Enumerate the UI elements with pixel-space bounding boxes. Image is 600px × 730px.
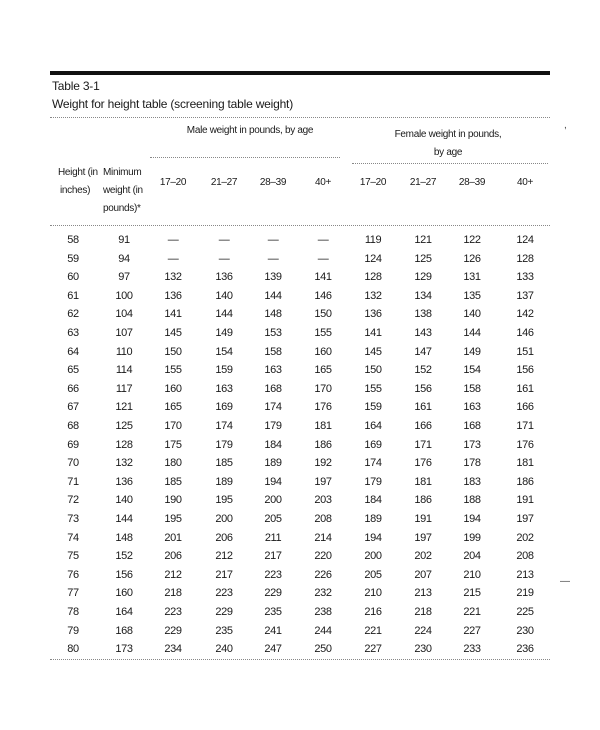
male-40-plus-cell: 192 (314, 457, 332, 470)
male-17-20-cell: 160 (164, 382, 182, 395)
female-21-27-cell: 161 (414, 401, 432, 414)
male-40-plus-cell: 186 (314, 438, 332, 451)
female-28-39-cell: 233 (463, 643, 481, 656)
female-28-39-cell: 135 (463, 289, 481, 302)
female-40-plus-cell: 133 (516, 271, 534, 284)
min-weight-cell: 156 (115, 568, 133, 581)
male-17-20-cell: 206 (164, 550, 182, 563)
table-top-rule (50, 71, 550, 75)
female-40-plus-cell: 186 (516, 475, 534, 488)
male-17-20-cell: 185 (164, 475, 182, 488)
male-17-20-cell: 170 (164, 420, 182, 432)
male-21-27-cell: 154 (215, 345, 233, 358)
female-28-39-cell: 215 (463, 587, 481, 600)
min-weight-cell: 148 (115, 531, 133, 544)
min-weight-header-line3: pounds)* (103, 203, 141, 214)
height-cell: 69 (67, 438, 79, 451)
female-21-27-cell: 121 (414, 234, 432, 246)
male-17-20-cell: 218 (164, 587, 182, 600)
female-28-39-cell: 122 (463, 234, 481, 246)
female-17-20-cell: 128 (364, 271, 382, 284)
male-28-39-cell: 148 (264, 308, 282, 321)
male-17-20-cell: 141 (164, 308, 182, 321)
male-17-20-cell: 234 (164, 643, 182, 656)
female-40-plus-cell: 137 (516, 289, 534, 302)
female-40-plus-cell: 225 (516, 606, 534, 618)
male-40-plus-cell: 244 (314, 624, 332, 637)
female-28-39-cell: 149 (463, 345, 481, 358)
female-17-20-cell: 216 (364, 606, 382, 618)
female-17-20-cell: 164 (364, 420, 382, 432)
male-40-plus-cell: 176 (314, 401, 332, 414)
female-17-20-cell: 132 (364, 289, 382, 302)
female-28-39-cell: 163 (463, 401, 481, 414)
female-21-27-cell: 186 (414, 494, 432, 507)
female-17-20-cell: 210 (364, 587, 382, 600)
female-21-27-cell: 171 (414, 438, 432, 451)
male-21-27-cell: 217 (215, 568, 233, 581)
male-28-39-cell: — (267, 234, 279, 246)
female-17-20-cell: 174 (364, 457, 382, 470)
female-21-27-cell: 176 (414, 457, 432, 470)
male-28-39-cell: 168 (264, 382, 282, 395)
male-40-plus-cell: 170 (314, 382, 332, 395)
female-40-plus-cell: 197 (516, 513, 534, 525)
male-40-plus-cell: 226 (314, 568, 332, 581)
female-21-27-cell: 191 (414, 513, 432, 525)
male-21-27-cell: 163 (215, 382, 233, 395)
male-28-39-cell: 235 (264, 606, 282, 618)
female-28-39-cell: 221 (463, 606, 481, 618)
min-weight-cell: 128 (115, 438, 133, 451)
table-number: Table 3-1 (52, 79, 100, 93)
table-bottom-rule (50, 659, 550, 660)
female-17-20-cell: 119 (364, 234, 382, 246)
margin-mark-side: — (560, 576, 570, 587)
female-40-plus-cell: 191 (516, 494, 534, 507)
male-17-20-cell: — (167, 234, 179, 246)
male-17-20-cell: 180 (164, 457, 182, 470)
male-17-20-cell: 165 (164, 401, 182, 414)
min-weight-cell: 168 (115, 624, 133, 637)
male-group-header: Male weight in pounds, by age (186, 125, 314, 136)
female-17-20-cell: 136 (364, 308, 382, 321)
male-40-plus-cell: 232 (314, 587, 332, 600)
height-cell: 76 (67, 568, 79, 581)
male-28-39-cell: 163 (264, 364, 282, 377)
male-17-20-cell: 175 (164, 438, 182, 451)
male-17-20-cell: 190 (164, 494, 182, 507)
male-40-plus-cell: 208 (314, 513, 332, 525)
male-21-27-cell: 159 (215, 364, 233, 377)
male-40-plus-cell: 203 (314, 494, 332, 507)
col-header-male-40-plus: 40+ (314, 177, 332, 188)
male-28-39-cell: 241 (264, 624, 282, 637)
male-21-27-cell: 229 (215, 606, 233, 618)
male-40-plus-cell: 214 (314, 531, 332, 544)
height-header-line2: inches) (60, 185, 91, 196)
height-cell: 77 (67, 587, 79, 600)
height-cell: 64 (67, 345, 79, 358)
female-40-plus-cell: 181 (516, 457, 534, 470)
female-21-27-cell: 202 (414, 550, 432, 563)
col-header-female-40-plus: 40+ (516, 177, 534, 188)
min-weight-cell: 117 (115, 382, 133, 395)
female-group-rule (352, 163, 548, 164)
col-header-female-28-39: 28–39 (458, 177, 486, 188)
female-40-plus-cell: 156 (516, 364, 534, 377)
male-40-plus-cell: 141 (314, 271, 332, 284)
height-cell: 58 (67, 234, 79, 246)
female-21-27-cell: 152 (414, 364, 432, 377)
min-weight-cell: 114 (115, 364, 133, 377)
female-21-27-cell: 147 (414, 345, 432, 358)
female-40-plus-cell: 146 (516, 327, 534, 339)
min-weight-cell: 97 (118, 271, 130, 284)
male-28-39-cell: 144 (264, 289, 282, 302)
male-21-27-cell: 144 (215, 308, 233, 321)
height-cell: 68 (67, 420, 79, 432)
female-28-39-cell: 178 (463, 457, 481, 470)
male-40-plus-cell: 165 (314, 364, 332, 377)
female-40-plus-cell: 124 (516, 234, 534, 246)
height-cell: 66 (67, 382, 79, 395)
male-28-39-cell: 229 (264, 587, 282, 600)
female-40-plus-cell: 128 (516, 252, 534, 265)
male-28-39-cell: 194 (264, 475, 282, 488)
female-21-27-cell: 218 (414, 606, 432, 618)
min-weight-cell: 100 (115, 289, 133, 302)
female-17-20-cell: 227 (364, 643, 382, 656)
male-28-39-cell: 179 (264, 420, 282, 432)
female-28-39-cell: 188 (463, 494, 481, 507)
female-28-39-cell: 144 (463, 327, 481, 339)
female-21-27-cell: 166 (414, 420, 432, 432)
female-28-39-cell: 140 (463, 308, 481, 321)
male-21-27-cell: 149 (215, 327, 233, 339)
col-header-male-21-27: 21–27 (210, 177, 238, 188)
height-cell: 61 (67, 289, 79, 302)
min-weight-cell: 164 (115, 606, 133, 618)
col-header-male-28-39: 28–39 (259, 177, 287, 188)
male-21-27-cell: — (218, 252, 230, 265)
min-weight-cell: 94 (118, 252, 130, 265)
female-40-plus-cell: 208 (516, 550, 534, 563)
min-weight-cell: 121 (115, 401, 133, 414)
male-17-20-cell: — (167, 252, 179, 265)
male-17-20-cell: 223 (164, 606, 182, 618)
male-21-27-cell: 174 (215, 420, 233, 432)
min-weight-cell: 132 (115, 457, 133, 470)
female-21-27-cell: 181 (414, 475, 432, 488)
female-17-20-cell: 141 (364, 327, 382, 339)
min-weight-cell: 107 (115, 327, 133, 339)
female-40-plus-cell: 219 (516, 587, 534, 600)
female-28-39-cell: 126 (463, 252, 481, 265)
female-21-27-cell: 207 (414, 568, 432, 581)
col-header-male-17-20: 17–20 (159, 177, 187, 188)
female-17-20-cell: 194 (364, 531, 382, 544)
female-21-27-cell: 138 (414, 308, 432, 321)
female-21-27-cell: 134 (414, 289, 432, 302)
female-40-plus-cell: 176 (516, 438, 534, 451)
male-21-27-cell: 189 (215, 475, 233, 488)
male-21-27-cell: 140 (215, 289, 233, 302)
male-40-plus-cell: 181 (314, 420, 332, 432)
female-21-27-cell: 156 (414, 382, 432, 395)
female-17-20-cell: 169 (364, 438, 382, 451)
female-17-20-cell: 205 (364, 568, 382, 581)
male-40-plus-cell: 150 (314, 308, 332, 321)
male-21-27-cell: 195 (215, 494, 233, 507)
female-40-plus-cell: 151 (516, 345, 534, 358)
male-40-plus-cell: 155 (314, 327, 332, 339)
male-40-plus-cell: 250 (314, 643, 332, 656)
min-weight-cell: 144 (115, 513, 133, 525)
female-21-27-cell: 125 (414, 252, 432, 265)
male-17-20-cell: 195 (164, 513, 182, 525)
male-21-27-cell: — (218, 234, 230, 246)
male-21-27-cell: 212 (215, 550, 233, 563)
male-28-39-cell: 223 (264, 568, 282, 581)
female-21-27-cell: 224 (414, 624, 432, 637)
female-17-20-cell: 184 (364, 494, 382, 507)
min-weight-cell: 152 (115, 550, 133, 563)
min-weight-cell: 160 (115, 587, 133, 600)
female-28-39-cell: 210 (463, 568, 481, 581)
female-40-plus-cell: 236 (516, 643, 534, 656)
female-17-20-cell: 150 (364, 364, 382, 377)
male-21-27-cell: 240 (215, 643, 233, 656)
female-28-39-cell: 204 (463, 550, 481, 563)
female-17-20-cell: 200 (364, 550, 382, 563)
height-cell: 60 (67, 271, 79, 284)
female-28-39-cell: 183 (463, 475, 481, 488)
male-17-20-cell: 229 (164, 624, 182, 637)
min-weight-cell: 140 (115, 494, 133, 507)
header-top-rule (50, 117, 550, 118)
male-40-plus-cell: 197 (314, 475, 332, 488)
height-cell: 63 (67, 327, 79, 339)
table-title: Weight for height table (screening table weight) (52, 97, 293, 111)
female-17-20-cell: 145 (364, 345, 382, 358)
female-17-20-cell: 159 (364, 401, 382, 414)
female-28-39-cell: 168 (463, 420, 481, 432)
male-28-39-cell: 139 (264, 271, 282, 284)
female-28-39-cell: 131 (463, 271, 481, 284)
female-40-plus-cell: 202 (516, 531, 534, 544)
height-cell: 75 (67, 550, 79, 563)
min-weight-cell: 136 (115, 475, 133, 488)
female-40-plus-cell: 166 (516, 401, 534, 414)
male-17-20-cell: 145 (164, 327, 182, 339)
male-28-39-cell: 200 (264, 494, 282, 507)
female-28-39-cell: 199 (463, 531, 481, 544)
male-28-39-cell: — (267, 252, 279, 265)
female-21-27-cell: 143 (414, 327, 432, 339)
female-21-27-cell: 129 (414, 271, 432, 284)
male-17-20-cell: 155 (164, 364, 182, 377)
min-weight-header-line2: weight (in (103, 185, 143, 196)
male-28-39-cell: 211 (264, 531, 282, 544)
male-40-plus-cell: 238 (314, 606, 332, 618)
male-21-27-cell: 169 (215, 401, 233, 414)
header-bottom-rule (50, 225, 550, 226)
female-28-39-cell: 173 (463, 438, 481, 451)
female-40-plus-cell: 142 (516, 308, 534, 321)
female-group-header-line1: Female weight in pounds, (394, 129, 502, 140)
female-28-39-cell: 227 (463, 624, 481, 637)
col-header-female-21-27: 21–27 (409, 177, 437, 188)
height-cell: 73 (67, 513, 79, 525)
female-17-20-cell: 155 (364, 382, 382, 395)
female-21-27-cell: 230 (414, 643, 432, 656)
male-40-plus-cell: — (317, 252, 329, 265)
male-21-27-cell: 185 (215, 457, 233, 470)
height-cell: 78 (67, 606, 79, 618)
male-28-39-cell: 217 (264, 550, 282, 563)
female-group-header-line2: by age (433, 147, 463, 158)
male-21-27-cell: 223 (215, 587, 233, 600)
height-cell: 80 (67, 643, 79, 656)
margin-mark-top: , (564, 120, 567, 131)
female-40-plus-cell: 230 (516, 624, 534, 637)
male-17-20-cell: 212 (164, 568, 182, 581)
height-cell: 65 (67, 364, 79, 377)
height-cell: 67 (67, 401, 79, 414)
male-17-20-cell: 132 (164, 271, 182, 284)
male-40-plus-cell: 146 (314, 289, 332, 302)
male-40-plus-cell: 160 (314, 345, 332, 358)
female-28-39-cell: 194 (463, 513, 481, 525)
height-cell: 59 (67, 252, 79, 265)
female-17-20-cell: 124 (364, 252, 382, 265)
male-21-27-cell: 136 (215, 271, 233, 284)
male-17-20-cell: 136 (164, 289, 182, 302)
height-cell: 70 (67, 457, 79, 470)
min-weight-cell: 173 (115, 643, 133, 656)
male-40-plus-cell: — (317, 234, 329, 246)
female-40-plus-cell: 213 (516, 568, 534, 581)
min-weight-cell: 91 (118, 234, 130, 246)
male-28-39-cell: 158 (264, 345, 282, 358)
female-28-39-cell: 158 (463, 382, 481, 395)
height-cell: 79 (67, 624, 79, 637)
male-28-39-cell: 174 (264, 401, 282, 414)
male-40-plus-cell: 220 (314, 550, 332, 563)
height-cell: 74 (67, 531, 79, 544)
male-28-39-cell: 247 (264, 643, 282, 656)
male-group-rule (150, 157, 340, 158)
height-cell: 72 (67, 494, 79, 507)
female-40-plus-cell: 171 (516, 420, 534, 432)
height-header-line1: Height (in (58, 167, 98, 178)
male-21-27-cell: 206 (215, 531, 233, 544)
col-header-female-17-20: 17–20 (359, 177, 387, 188)
female-21-27-cell: 197 (414, 531, 432, 544)
female-21-27-cell: 213 (414, 587, 432, 600)
female-40-plus-cell: 161 (516, 382, 534, 395)
male-21-27-cell: 200 (215, 513, 233, 525)
male-28-39-cell: 153 (264, 327, 282, 339)
height-cell: 62 (67, 308, 79, 321)
min-weight-cell: 104 (115, 308, 133, 321)
min-weight-cell: 110 (115, 345, 133, 358)
female-17-20-cell: 189 (364, 513, 382, 525)
female-17-20-cell: 179 (364, 475, 382, 488)
male-17-20-cell: 201 (164, 531, 182, 544)
male-21-27-cell: 179 (215, 438, 233, 451)
male-17-20-cell: 150 (164, 345, 182, 358)
female-17-20-cell: 221 (364, 624, 382, 637)
male-28-39-cell: 205 (264, 513, 282, 525)
height-cell: 71 (67, 475, 79, 488)
male-28-39-cell: 189 (264, 457, 282, 470)
min-weight-cell: 125 (115, 420, 133, 432)
male-21-27-cell: 235 (215, 624, 233, 637)
female-28-39-cell: 154 (463, 364, 481, 377)
min-weight-header-line1: Minimum (103, 167, 142, 178)
male-28-39-cell: 184 (264, 438, 282, 451)
